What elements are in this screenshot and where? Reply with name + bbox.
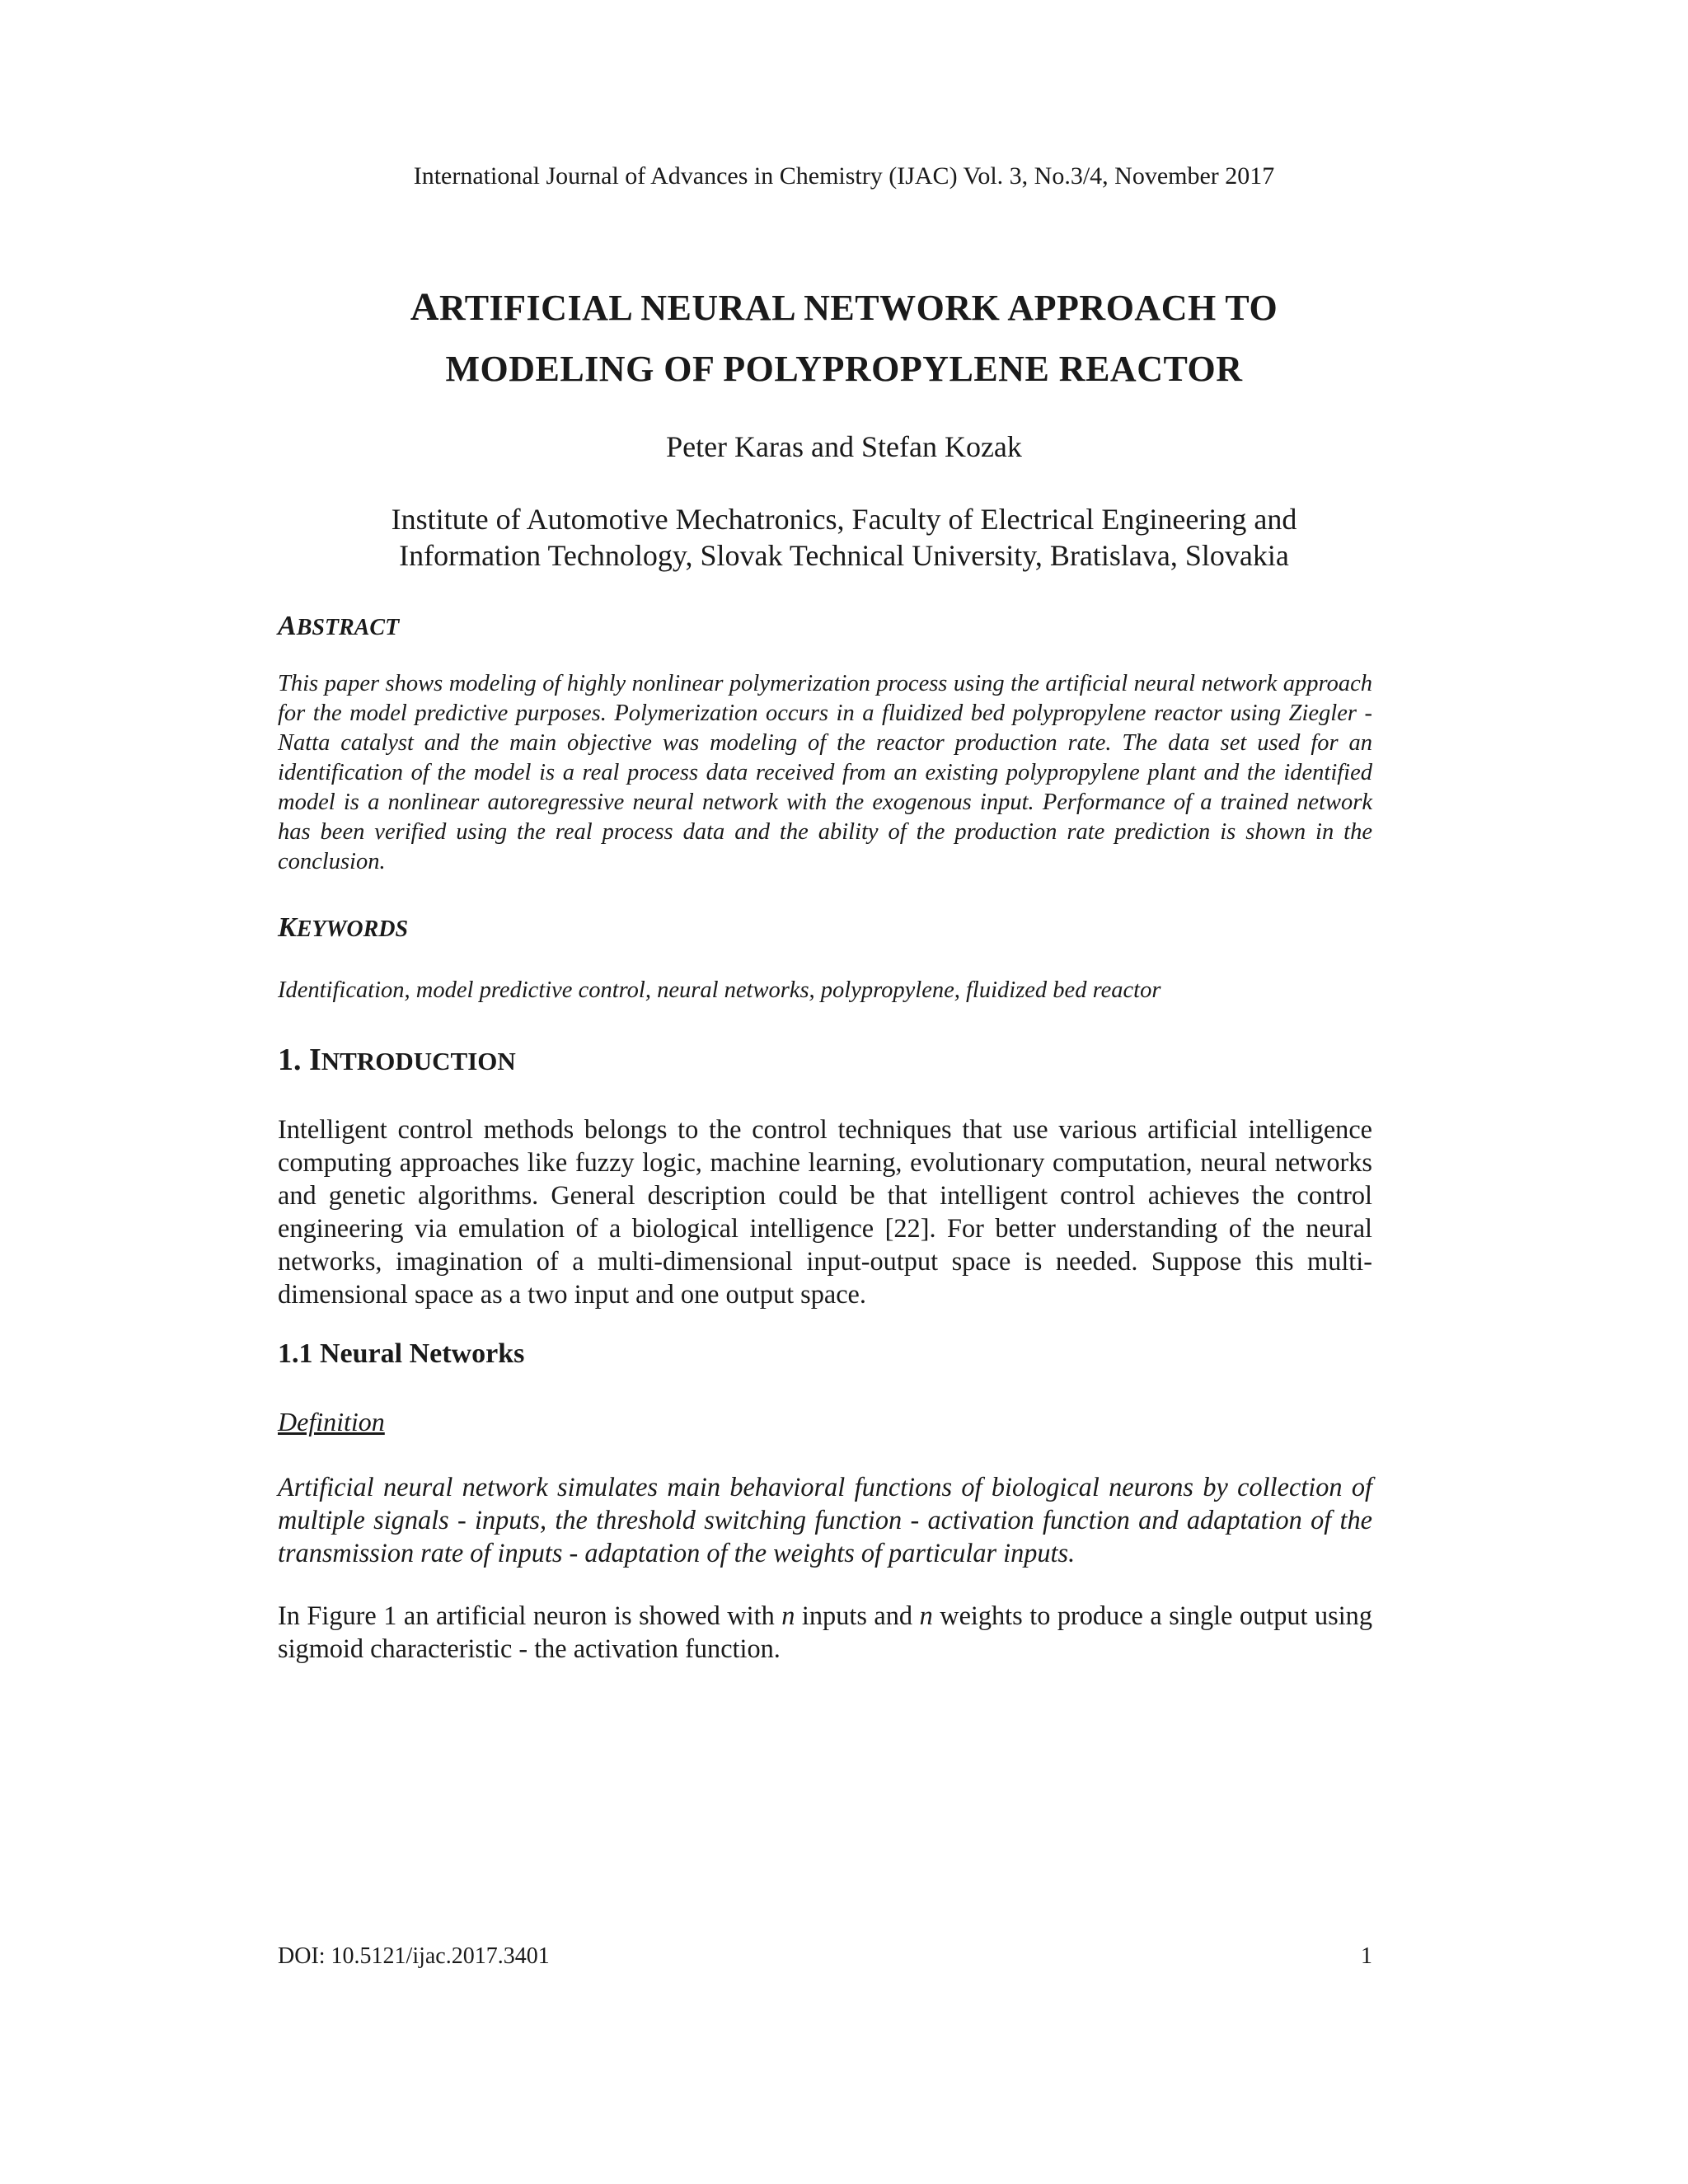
- abstract-text: This paper shows modeling of highly nonlinear polymerization process using the artificial neural network approach for the model predictive purposes. Polymerization occurs in a fluidized bed polypropylene reactor using Ziegler - Natta catalyst and the main objective was modeling of the reactor production rate. The data set used for an identification of the model is a real process data received from an existing polypropylene plant and the identified model is a nonlinear autoregressive neural network with the exogenous input. Performance of a trained network has been verified using the real process data and the ability of the production rate prediction is shown in the conclusion.: [278, 671, 1372, 874]
- keywords-heading-rest: EYWORDS: [296, 916, 409, 942]
- figure-variable-n-1: n: [781, 1601, 795, 1630]
- keywords-heading-initial: K: [278, 912, 297, 943]
- paper-title: [0, 277, 1688, 400]
- introduction-text: Intelligent control methods belongs to the control techniques that use various artificial intelligence computing approaches like fuzzy logic, machine learning, evolutionary computation, neural networks and genetic algorithms. General description could be that intelligent control achieves the control engineering via emulation of a biological intelligence [22]. For better understanding of the neural networks, imagination of a multi-dimensional input-output space is needed. Suppose this multi-dimensional space as a two input and one output space.: [278, 1114, 1372, 1309]
- introduction-heading-rest: NTRODUCTION: [321, 1047, 516, 1076]
- abstract-heading-initial: A: [278, 611, 297, 641]
- introduction-heading-initial: I: [309, 1043, 321, 1077]
- title-line-2: MODELING OF POLYPROPYLENE REACTOR: [445, 349, 1243, 389]
- abstract-heading: [278, 610, 399, 644]
- abstract-heading-rest: BSTRACT: [296, 615, 400, 640]
- introduction-heading-number: 1.: [278, 1043, 309, 1077]
- introduction-heading: [278, 1042, 516, 1080]
- authors: Peter Karas and Stefan Kozak: [666, 430, 1022, 463]
- definition-label: Definition: [278, 1407, 385, 1436]
- neural-networks-heading: 1.1 Neural Networks: [278, 1338, 525, 1369]
- figure-text-part-1: In Figure 1 an artificial neuron is showed with: [278, 1601, 782, 1630]
- affiliation-line-2: Information Technology, Slovak Technical University, Bratislava, Slovakia: [399, 539, 1289, 572]
- footer-doi: DOI: 10.5121/ijac.2017.3401: [278, 1943, 550, 1969]
- figure-variable-n-2: n: [919, 1601, 933, 1630]
- keywords-heading: [278, 912, 408, 946]
- keywords-text: Identification, model predictive control, neural networks, polypropylene, fluidized bed reactor: [278, 977, 1161, 1003]
- figure-text-part-2: inputs and: [795, 1601, 920, 1630]
- figure-reference-text: [278, 1599, 1372, 1665]
- figure-text-part-3: weights to produce a single output using sigmoid characteristic - the activation function.: [278, 1601, 1372, 1663]
- definition-text: Artificial neural network simulates main behavioral functions of biological neurons by collection of multiple signals - inputs, the threshold switching function - activation function and adaptation of the transmission rate of inputs - adaptation of the weights of particular inputs.: [278, 1472, 1372, 1568]
- title-line-1-rest: RTIFICIAL NEURAL NETWORK APPROACH TO: [438, 288, 1278, 328]
- page-number: 1: [1361, 1943, 1372, 1969]
- affiliation: [0, 501, 1688, 574]
- affiliation-line-1: Institute of Automotive Mechatronics, Faculty of Electrical Engineering and: [391, 503, 1297, 536]
- running-header: International Journal of Advances in Chemistry (IJAC) Vol. 3, No.3/4, November 2017: [413, 162, 1275, 190]
- title-initial: A: [410, 285, 439, 329]
- title-line-1: [0, 277, 1688, 339]
